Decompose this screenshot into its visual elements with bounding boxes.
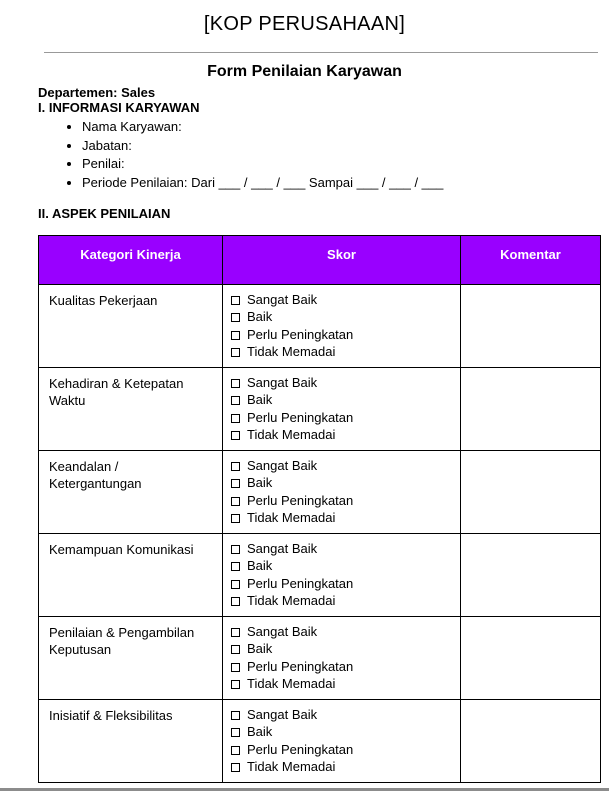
checkbox-icon[interactable] — [231, 462, 240, 471]
table-header-row — [39, 235, 601, 284]
table-row — [39, 450, 601, 533]
category-cell: Kualitas Pekerjaan — [39, 284, 223, 367]
score-option-label: Baik — [247, 309, 273, 325]
score-option-label: Baik — [247, 475, 273, 491]
comment-cell[interactable] — [461, 533, 601, 616]
category-cell: Kemampuan Komunikasi — [39, 533, 223, 616]
score-option — [231, 758, 454, 776]
employee-info-list — [0, 118, 609, 193]
section-title-employee-info: I. INFORMASI KARYAWAN — [38, 100, 200, 115]
score-option — [231, 592, 454, 610]
checkbox-icon[interactable] — [231, 379, 240, 388]
score-option — [231, 374, 454, 392]
assessment-table — [38, 235, 601, 783]
score-option — [231, 658, 454, 676]
score-option — [231, 343, 454, 361]
score-option-label: Tidak Memadai — [247, 759, 336, 775]
checkbox-icon[interactable] — [231, 545, 240, 554]
checkbox-icon[interactable] — [231, 514, 240, 523]
score-option — [231, 575, 454, 593]
checkbox-icon[interactable] — [231, 728, 240, 737]
column-header-skor: Skor — [223, 235, 461, 284]
score-option-label: Baik — [247, 558, 273, 574]
score-option — [231, 308, 454, 326]
info-item-jabatan: • Jabatan: — [82, 137, 609, 156]
page-break-line — [0, 788, 609, 791]
score-option-label: Sangat Baik — [247, 706, 318, 722]
checkbox-icon[interactable] — [231, 562, 240, 571]
department-label: Departemen: Sales — [38, 85, 156, 100]
checkbox-icon[interactable] — [231, 431, 240, 440]
checkbox-icon[interactable] — [231, 746, 240, 755]
score-option-label: Tidak Memadai — [247, 593, 336, 609]
checkbox-icon[interactable] — [231, 313, 240, 322]
comment-cell[interactable] — [461, 699, 601, 782]
score-option — [231, 509, 454, 527]
comment-cell[interactable] — [461, 367, 601, 450]
score-cell — [223, 699, 461, 782]
score-option — [231, 492, 454, 510]
checkbox-icon[interactable] — [231, 711, 240, 720]
checkbox-icon[interactable] — [231, 580, 240, 589]
score-option-label: Perlu Peningkatan — [247, 575, 354, 591]
score-cell — [223, 450, 461, 533]
section-title-assessment: II. ASPEK PENILAIAN — [38, 205, 171, 221]
score-option-label: Tidak Memadai — [247, 510, 336, 526]
checkbox-icon[interactable] — [231, 296, 240, 305]
category-cell: Penilaian & Pengambilan Keputusan — [39, 616, 223, 699]
header-divider — [44, 52, 598, 53]
score-option-label: Sangat Baik — [247, 457, 318, 473]
score-cell — [223, 367, 461, 450]
score-cell — [223, 533, 461, 616]
table-row — [39, 616, 601, 699]
score-option-label: Perlu Peningkatan — [247, 409, 354, 425]
checkbox-icon[interactable] — [231, 479, 240, 488]
score-option — [231, 640, 454, 658]
score-option — [231, 741, 454, 759]
form-title: Form Penilaian Karyawan — [207, 63, 402, 80]
checkbox-icon[interactable] — [231, 414, 240, 423]
category-cell: Inisiatif & Fleksibilitas — [39, 699, 223, 782]
score-option-label: Sangat Baik — [247, 291, 318, 307]
score-option — [231, 723, 454, 741]
score-option — [231, 326, 454, 344]
score-cell — [223, 616, 461, 699]
column-header-kategori: Kategori Kinerja — [39, 235, 223, 284]
score-option-label: Tidak Memadai — [247, 676, 336, 692]
score-option-label: Perlu Peningkatan — [247, 741, 354, 757]
comment-cell[interactable] — [461, 616, 601, 699]
checkbox-icon[interactable] — [231, 348, 240, 357]
score-option-label: Sangat Baik — [247, 623, 318, 639]
info-item-nama: • Nama Karyawan: — [82, 118, 609, 137]
table-row — [39, 284, 601, 367]
category-cell: Keandalan / Ketergantungan — [39, 450, 223, 533]
score-option-label: Perlu Peningkatan — [247, 326, 354, 342]
table-row — [39, 699, 601, 782]
info-item-penilai: • Penilai: — [82, 155, 609, 174]
score-option-label: Baik — [247, 392, 273, 408]
table-row — [39, 533, 601, 616]
score-option-label: Perlu Peningkatan — [247, 492, 354, 508]
checkbox-icon[interactable] — [231, 680, 240, 689]
score-option-label: Perlu Peningkatan — [247, 658, 354, 674]
category-cell: Kehadiran & Ketepatan Waktu — [39, 367, 223, 450]
checkbox-icon[interactable] — [231, 331, 240, 340]
score-option-label: Sangat Baik — [247, 540, 318, 556]
table-row — [39, 367, 601, 450]
comment-cell[interactable] — [461, 450, 601, 533]
score-option-label: Sangat Baik — [247, 374, 318, 390]
checkbox-icon[interactable] — [231, 597, 240, 606]
score-option — [231, 557, 454, 575]
letterhead-title: [KOP PERUSAHAAN] — [203, 13, 406, 35]
score-option — [231, 540, 454, 558]
checkbox-icon[interactable] — [231, 645, 240, 654]
checkbox-icon[interactable] — [231, 763, 240, 772]
score-option — [231, 623, 454, 641]
score-option — [231, 291, 454, 309]
info-item-periode: • Periode Penilaian: Dari ___ / ___ / ___ Sampai ___ / ___ / ___ — [82, 174, 609, 193]
score-option-label: Tidak Memadai — [247, 427, 336, 443]
score-option-label: Tidak Memadai — [247, 344, 336, 360]
score-option-label: Baik — [247, 641, 273, 657]
score-option — [231, 426, 454, 444]
checkbox-icon[interactable] — [231, 396, 240, 405]
column-header-komentar: Komentar — [461, 235, 601, 284]
score-option — [231, 474, 454, 492]
comment-cell[interactable] — [461, 284, 601, 367]
score-option-label: Baik — [247, 724, 273, 740]
score-option — [231, 706, 454, 724]
score-option — [231, 409, 454, 427]
score-cell — [223, 284, 461, 367]
score-option — [231, 675, 454, 693]
score-option — [231, 457, 454, 475]
checkbox-icon[interactable] — [231, 497, 240, 506]
score-option — [231, 391, 454, 409]
checkbox-icon[interactable] — [231, 663, 240, 672]
checkbox-icon[interactable] — [231, 628, 240, 637]
